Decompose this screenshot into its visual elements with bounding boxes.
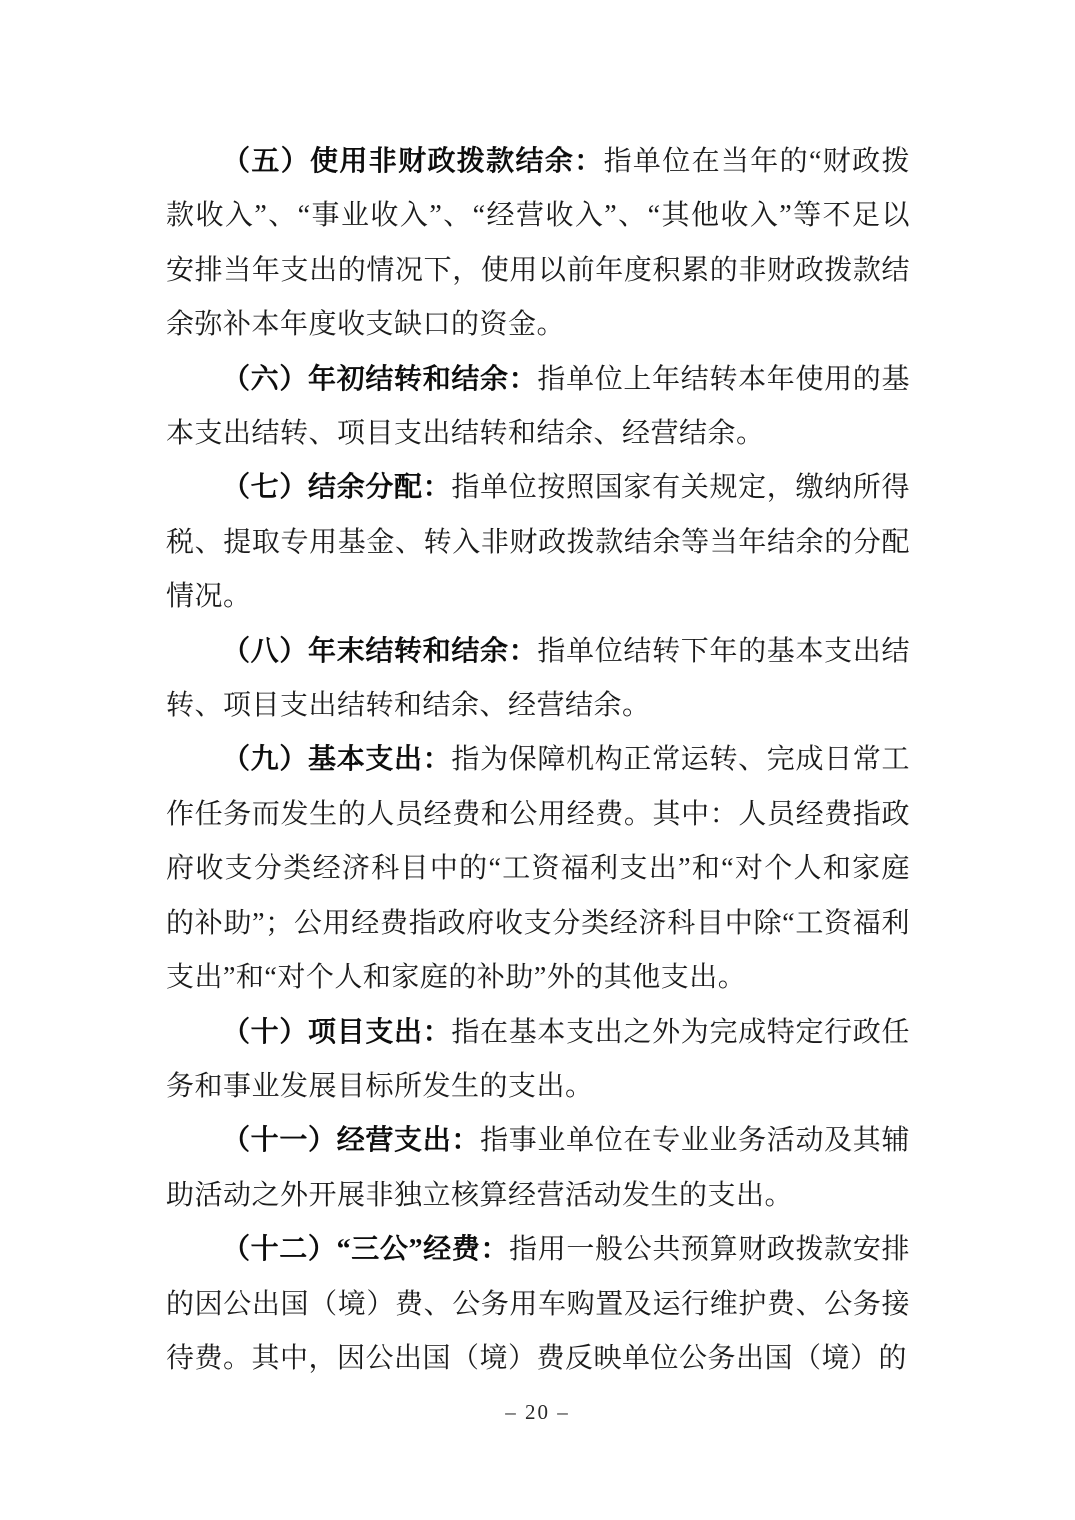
paragraph-item-11: [166, 1114, 910, 1223]
paragraph-text: 指单位结转下年的基本支出结转、项目支出结转和结余、经营结余。: [166, 635, 910, 722]
paragraph-item-5: [166, 135, 910, 353]
paragraph-text: 指在基本支出之外为完成特定行政任务和事业发展目标所发生的支出。: [166, 1016, 910, 1102]
paragraph-text: 指为保障机构正常运转、完成日常工作任务而发生的人员经费和公用经费。其中：人员经费指政府收支分类经济科目中的“工资福利支出”和“对个人和家庭的补助”；公用经费指政府收支分类经济科目中除“工资福利支出”和“对个人和家庭的补助”外的其他支出。: [166, 744, 910, 994]
page-number: – 20 –: [505, 1400, 570, 1424]
paragraph-text: 指单位在当年的“财政拨款收入”、“事业收入”、“经营收入”、“其他收入”等不足以安排当年支出的情况下，使用以前年度积累的非财政拨款结余弥补本年度收支缺口的资金。: [166, 146, 910, 341]
paragraph-heading: （十二）“三公”经费：: [222, 1234, 510, 1266]
paragraph-item-10: [166, 1006, 910, 1115]
paragraph-heading: （十）项目支出：: [222, 1016, 452, 1048]
paragraph-item-12: [166, 1223, 910, 1386]
paragraph-heading: （八）年末结转和结余：: [222, 635, 538, 667]
paragraph-item-9: [166, 733, 910, 1005]
paragraph-heading: （十一）经营支出：: [222, 1125, 481, 1157]
paragraph-item-7: [166, 461, 910, 624]
document-body: [166, 135, 910, 1386]
paragraph-text: 指用一般公共预算财政拨款安排的因公出国（境）费、公务用车购置及运行维护费、公务接待费。其中，因公出国（境）费反映单位公务出国（境）的: [166, 1234, 910, 1374]
paragraph-heading: （七）结余分配：: [222, 472, 452, 504]
paragraph-text: 指事业单位在专业业务活动及其辅助活动之外开展非独立核算经营活动发生的支出。: [166, 1125, 910, 1211]
paragraph-item-8: [166, 625, 910, 734]
paragraph-text: 指单位上年结转本年使用的基本支出结转、项目支出结转和结余、经营结余。: [166, 363, 910, 450]
paragraph-heading: （九）基本支出：: [222, 744, 452, 776]
paragraph-heading: （六）年初结转和结余：: [222, 363, 538, 395]
paragraph-text: 指单位按照国家有关规定，缴纳所得税、提取专用基金、转入非财政拨款结余等当年结余的分配情况。: [166, 472, 910, 613]
paragraph-heading: （五）使用非财政拨款结余：: [222, 146, 604, 177]
paragraph-item-6: [166, 353, 910, 462]
